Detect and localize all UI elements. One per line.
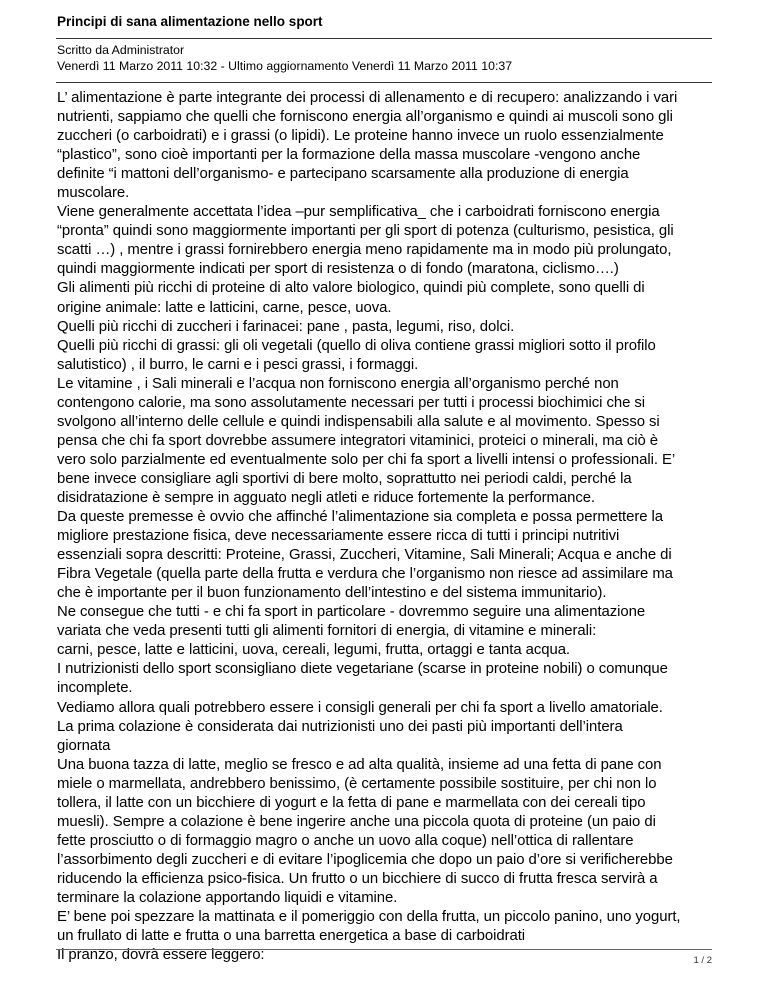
body-line: Fibra Vegetale (quella parte della frutta e verdura che l’organismo non riesce ad assimilare ma <box>57 566 673 583</box>
body-line: Ne consegue che tutti - e chi fa sport in particolare - dovremmo seguire una alimentazione <box>57 604 646 621</box>
body-line: Vediamo allora quali potrebbero essere i consigli generali per chi fa sport a livello amatoriale. <box>57 699 663 716</box>
body-line: che è importante per il buon funzionamento dell’intestino e del sistema immunitario). <box>57 585 607 602</box>
body-line: terminare la colazione apportando liquidi e vitamine. <box>57 889 398 906</box>
body-line: E’ bene poi spezzare la mattinata e il pomeriggio con della frutta, un piccolo panino, uno yogurt, <box>57 909 681 926</box>
body-line: salutistico) , il burro, le carni e i pesci grassi, i formaggi. <box>57 356 419 373</box>
body-line: contengono calorie, ma sono assolutamente necessari per tutti i processi biochimici che si <box>57 394 646 411</box>
body-line: Quelli più ricchi di zuccheri i farinacei: pane , pasta, legumi, riso, dolci. <box>57 318 515 335</box>
body-line: origine animale: latte e latticini, carne, pesce, uova. <box>57 299 392 316</box>
body-line: I nutrizionisti dello sport sconsigliano diete vegetariane (scarse in proteine nobili) o comunque <box>57 661 668 678</box>
body-line: muscolare. <box>57 185 130 202</box>
date-line: Venerdì 11 Marzo 2011 10:32 - Ultimo aggiornamento Venerdì 11 Marzo 2011 10:37 <box>57 59 513 73</box>
body-line: disidratazione è sempre in agguato negli atleti e riduce fortemente la performance. <box>57 489 596 506</box>
body-line: La prima colazione è considerata dai nutrizionisti uno dei pasti più importanti dell’intera <box>57 718 623 735</box>
body-line: “plastico”, sono cioè importanti per la formazione della massa muscolare -vengono anche <box>57 147 641 164</box>
body-line: migliore prestazione fisica, deve necessariamente essere ricca di tutti i principi nutritivi <box>57 528 620 545</box>
body-line: carni, pesce, latte e latticini, uova, cereali, legumi, frutta, ortaggi e tanta acqua. <box>57 642 570 659</box>
body-line: Da queste premesse è ovvio che affinché l’alimentazione sia completa e possa permettere la <box>57 509 664 526</box>
body-line: vero solo parzialmente ed eventualmente solo per chi fa sport a livelli intensi o professionali. E’ <box>57 451 676 468</box>
body-line: muesli). Sempre a colazione è bene ingerire anche una piccola quota di proteine (un paio di <box>57 813 656 830</box>
body-line: Quelli più ricchi di grassi: gli oli vegetali (quello di oliva contiene grassi migliori sotto il profilo <box>57 337 656 354</box>
body-line: svolgono all’interno delle cellule e quindi indispensabili alla salute e al movimento. Spesso si <box>57 413 660 430</box>
article-body <box>57 89 717 965</box>
body-line: tollera, il latte con un bicchiere di yogurt e la fetta di pane e marmellata con dei cereali tipo <box>57 794 646 811</box>
body-line: “pronta” quindi sono maggiormente importanti per gli sport di potenza (culturismo, pesistica, gli <box>57 223 674 240</box>
body-line: nutrienti, sappiamo che quelli che forniscono energia all’organismo e quindi ai muscoli sono gli <box>57 109 673 126</box>
page-number: 1 / 2 <box>693 955 712 966</box>
body-line: giornata <box>57 737 111 754</box>
body-line: scatti …) , mentre i grassi fornirebbero energia meno rapidamente ma in modo più prolungato, <box>57 242 672 259</box>
body-line: riducendo la efficienza psico-fisica. Un frutto o un bicchiere di succo di frutta fresca servirà a <box>57 870 658 887</box>
body-line: Le vitamine , i Sali minerali e l’acqua non forniscono energia all’organismo perché non <box>57 375 619 392</box>
body-line: zuccheri (o carboidrati) e i grassi (o lipidi). Le proteine hanno invece un ruolo essenzialmente <box>57 128 664 145</box>
body-line: Una buona tazza di latte, meglio se fresco e ad alta qualità, insieme ad una fetta di pane con <box>57 756 662 773</box>
body-line: quindi maggiormente indicati per sport di resistenza o di fondo (maratona, ciclismo….) <box>57 261 619 278</box>
page-title: Principi di sana alimentazione nello sport <box>57 14 323 29</box>
body-line: miele o marmellata, andrebbero benissimo, (è certamente possibile sostituire, per chi non lo <box>57 775 657 792</box>
body-line: pensa che chi fa sport dovrebbe assumere integratori vitaminici, proteici o minerali, ma ciò è <box>57 432 659 449</box>
body-line: l’assorbimento degli zuccheri e di evitare l’ipoglicemia che dopo un paio d’ore si verificherebbe <box>57 851 673 868</box>
body-line: un frullato di latte e frutta o una barretta energetica a base di carboidrati <box>57 928 526 945</box>
article-meta <box>57 42 512 74</box>
meta-divider <box>56 82 712 83</box>
body-line: definite “i mattoni dell’organismo- e partecipano scarsamente alla produzione di energia <box>57 166 629 183</box>
body-line: fette prosciutto o di formaggio magro o anche un uovo alla coque) nell’ottica di rallentare <box>57 832 634 849</box>
body-line: incomplete. <box>57 680 133 697</box>
body-line: variata che veda presenti tutti gli alimenti fornitori di energia, di vitamine e minerali: <box>57 623 597 640</box>
footer-divider <box>56 949 712 950</box>
header-divider <box>56 38 712 39</box>
body-line: Gli alimenti più ricchi di proteine di alto valore biologico, quindi più complete, sono quelli di <box>57 280 645 297</box>
author-line: Scritto da Administrator <box>57 43 185 57</box>
body-line: Il pranzo, dovrà essere leggero: <box>57 947 265 964</box>
body-line: Viene generalmente accettata l’idea –pur semplificativa_ che i carboidrati forniscono energia <box>57 204 660 221</box>
body-line: bene invece consigliare agli sportivi di bere molto, soprattutto nei periodi caldi, perché la <box>57 470 632 487</box>
body-line: essenziali sopra descritti: Proteine, Grassi, Zuccheri, Vitamine, Sali Minerali; Acqua e anche di <box>57 547 672 564</box>
body-line: L’ alimentazione è parte integrante dei processi di allenamento e di recupero: analizzando i vari <box>57 90 678 106</box>
